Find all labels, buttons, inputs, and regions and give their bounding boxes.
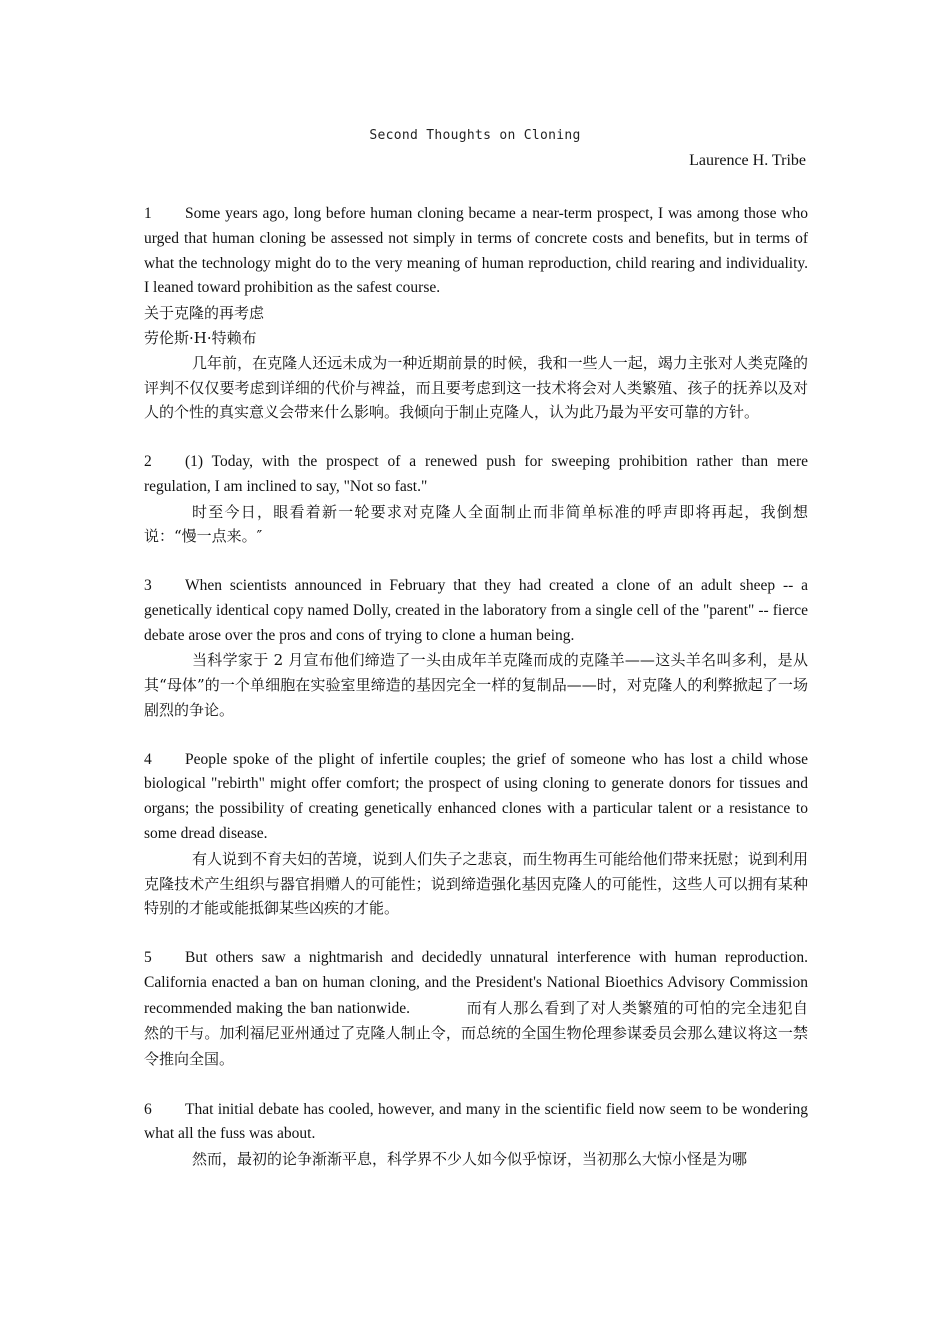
paragraph-english bbox=[144, 748, 808, 847]
paragraph-4 bbox=[144, 748, 808, 922]
paragraph-chinese-text: 当科学家于 2 月宣布他们缔造了一头由成年羊克隆而成的克隆羊——这头羊名叫多利，是从其“母体”的一个单细胞在实验室里缔造的基因完全一样的复制品——时，对克隆人的利弊掀起了一场剧烈的争论。 bbox=[144, 651, 808, 719]
paragraph-number: 3 bbox=[144, 576, 152, 594]
paragraph-english bbox=[144, 1098, 808, 1148]
chinese-author: 劳伦斯·H·特赖布 bbox=[144, 328, 257, 347]
paragraph-english bbox=[144, 946, 808, 1073]
paragraph-english-text: That initial debate has cooled, however, and many in the scientific field now seem to be wondering what all the fuss was about. bbox=[144, 1100, 808, 1143]
paragraph-english-text: People spoke of the plight of infertile couples; the grief of someone who has lost a child whose biological "rebirth" might offer comfort; the prospect of using cloning to generate donors for tissues and organs; the possibility of creating genetically enhanced clones with a particular talent or a resistance to some dread disease. bbox=[144, 750, 808, 842]
paragraph-6 bbox=[144, 1098, 808, 1172]
paragraph-english bbox=[144, 450, 808, 500]
paragraph-english-text: (1) Today, with the prospect of a renewed push for sweeping prohibition rather than mere regulation, I am inclined to say, "Not so fast." bbox=[144, 452, 808, 495]
chinese-title: 关于克隆的再考虑 bbox=[144, 304, 265, 323]
document-author: Laurence H. Tribe bbox=[689, 152, 806, 169]
paragraph-chinese-text: 时至今日，眼看着新一轮要求对克隆人全面制止而非简单标准的呼声即将再起，我倒想说：“慢一点来。″ bbox=[144, 502, 808, 546]
paragraph-number: 4 bbox=[144, 750, 152, 768]
paragraph-english-text: When scientists announced in February that they had created a clone of an adult sheep -- a genetically identical copy named Dolly, created in the laboratory from a single cell of the "parent" -- fierce debate arose over the pros and cons of trying to clone a human being. bbox=[144, 576, 808, 644]
paragraph-1 bbox=[144, 202, 808, 425]
paragraph-chinese-text: 有人说到不育夫妇的苦境，说到人们失子之悲哀，而生物再生可能给他们带来抚慰；说到利用克隆技术产生组织与器官捐赠人的可能性；说到缔造强化基因克隆人的可能性，这些人可以拥有某种特别的才能或能抵御某些凶疾的才能。 bbox=[144, 849, 808, 918]
paragraph-number: 1 bbox=[144, 205, 152, 222]
document-body bbox=[144, 202, 808, 1197]
paragraph-english bbox=[144, 202, 808, 301]
document-title: Second Thoughts on Cloning bbox=[369, 128, 581, 143]
paragraph-english bbox=[144, 574, 808, 648]
paragraph-number: 2 bbox=[144, 452, 152, 470]
paragraph-english-text: But others saw a nightmarish and decidedly unnatural interference with human reproduction. California enacted a ban on human cloning, and the President's National Bioethics Advisory Commission recommended making the ban nationwide. bbox=[144, 948, 808, 1017]
paragraph-5 bbox=[144, 946, 808, 1073]
paragraph-chinese-text: 几年前，在克隆人还远未成为一种近期前景的时候，我和一些人一起，竭力主张对人类克隆的评判不仅仅要考虑到详细的代价与裨益，而且要考虑到这一技术将会对人类繁殖、孩子的抚养以及对人的个性的真实意义会带来什么影响。我倾向于制止克隆人，认为此乃最为平安可靠的方针。 bbox=[144, 353, 808, 422]
paragraph-number: 6 bbox=[144, 1100, 152, 1118]
paragraph-chinese-text: 而有人那么看到了对人类繁殖的可怕的完全违犯自然的干与。加利福尼亚州通过了克隆人制止令，而总统的全国生物伦理参谋委员会那么建议将这一禁令推向全国。 bbox=[144, 998, 808, 1069]
paragraph-2 bbox=[144, 450, 808, 549]
paragraph-number: 5 bbox=[144, 948, 152, 966]
paragraph-3 bbox=[144, 574, 808, 723]
paragraph-chinese-text: 然而，最初的论争渐渐平息，科学界不少人如今似乎惊讶，当初那么大惊小怪是为哪 bbox=[192, 1150, 748, 1169]
paragraph-english-text: Some years ago, long before human cloning became a near-term prospect, I was among those who urged that human cloning be assessed not simply in terms of concrete costs and benefits, but in terms of what the technology might do to the very meaning of human reproduction, child rearing and individuality. I leaned toward prohibition as the safest course. bbox=[144, 205, 808, 297]
